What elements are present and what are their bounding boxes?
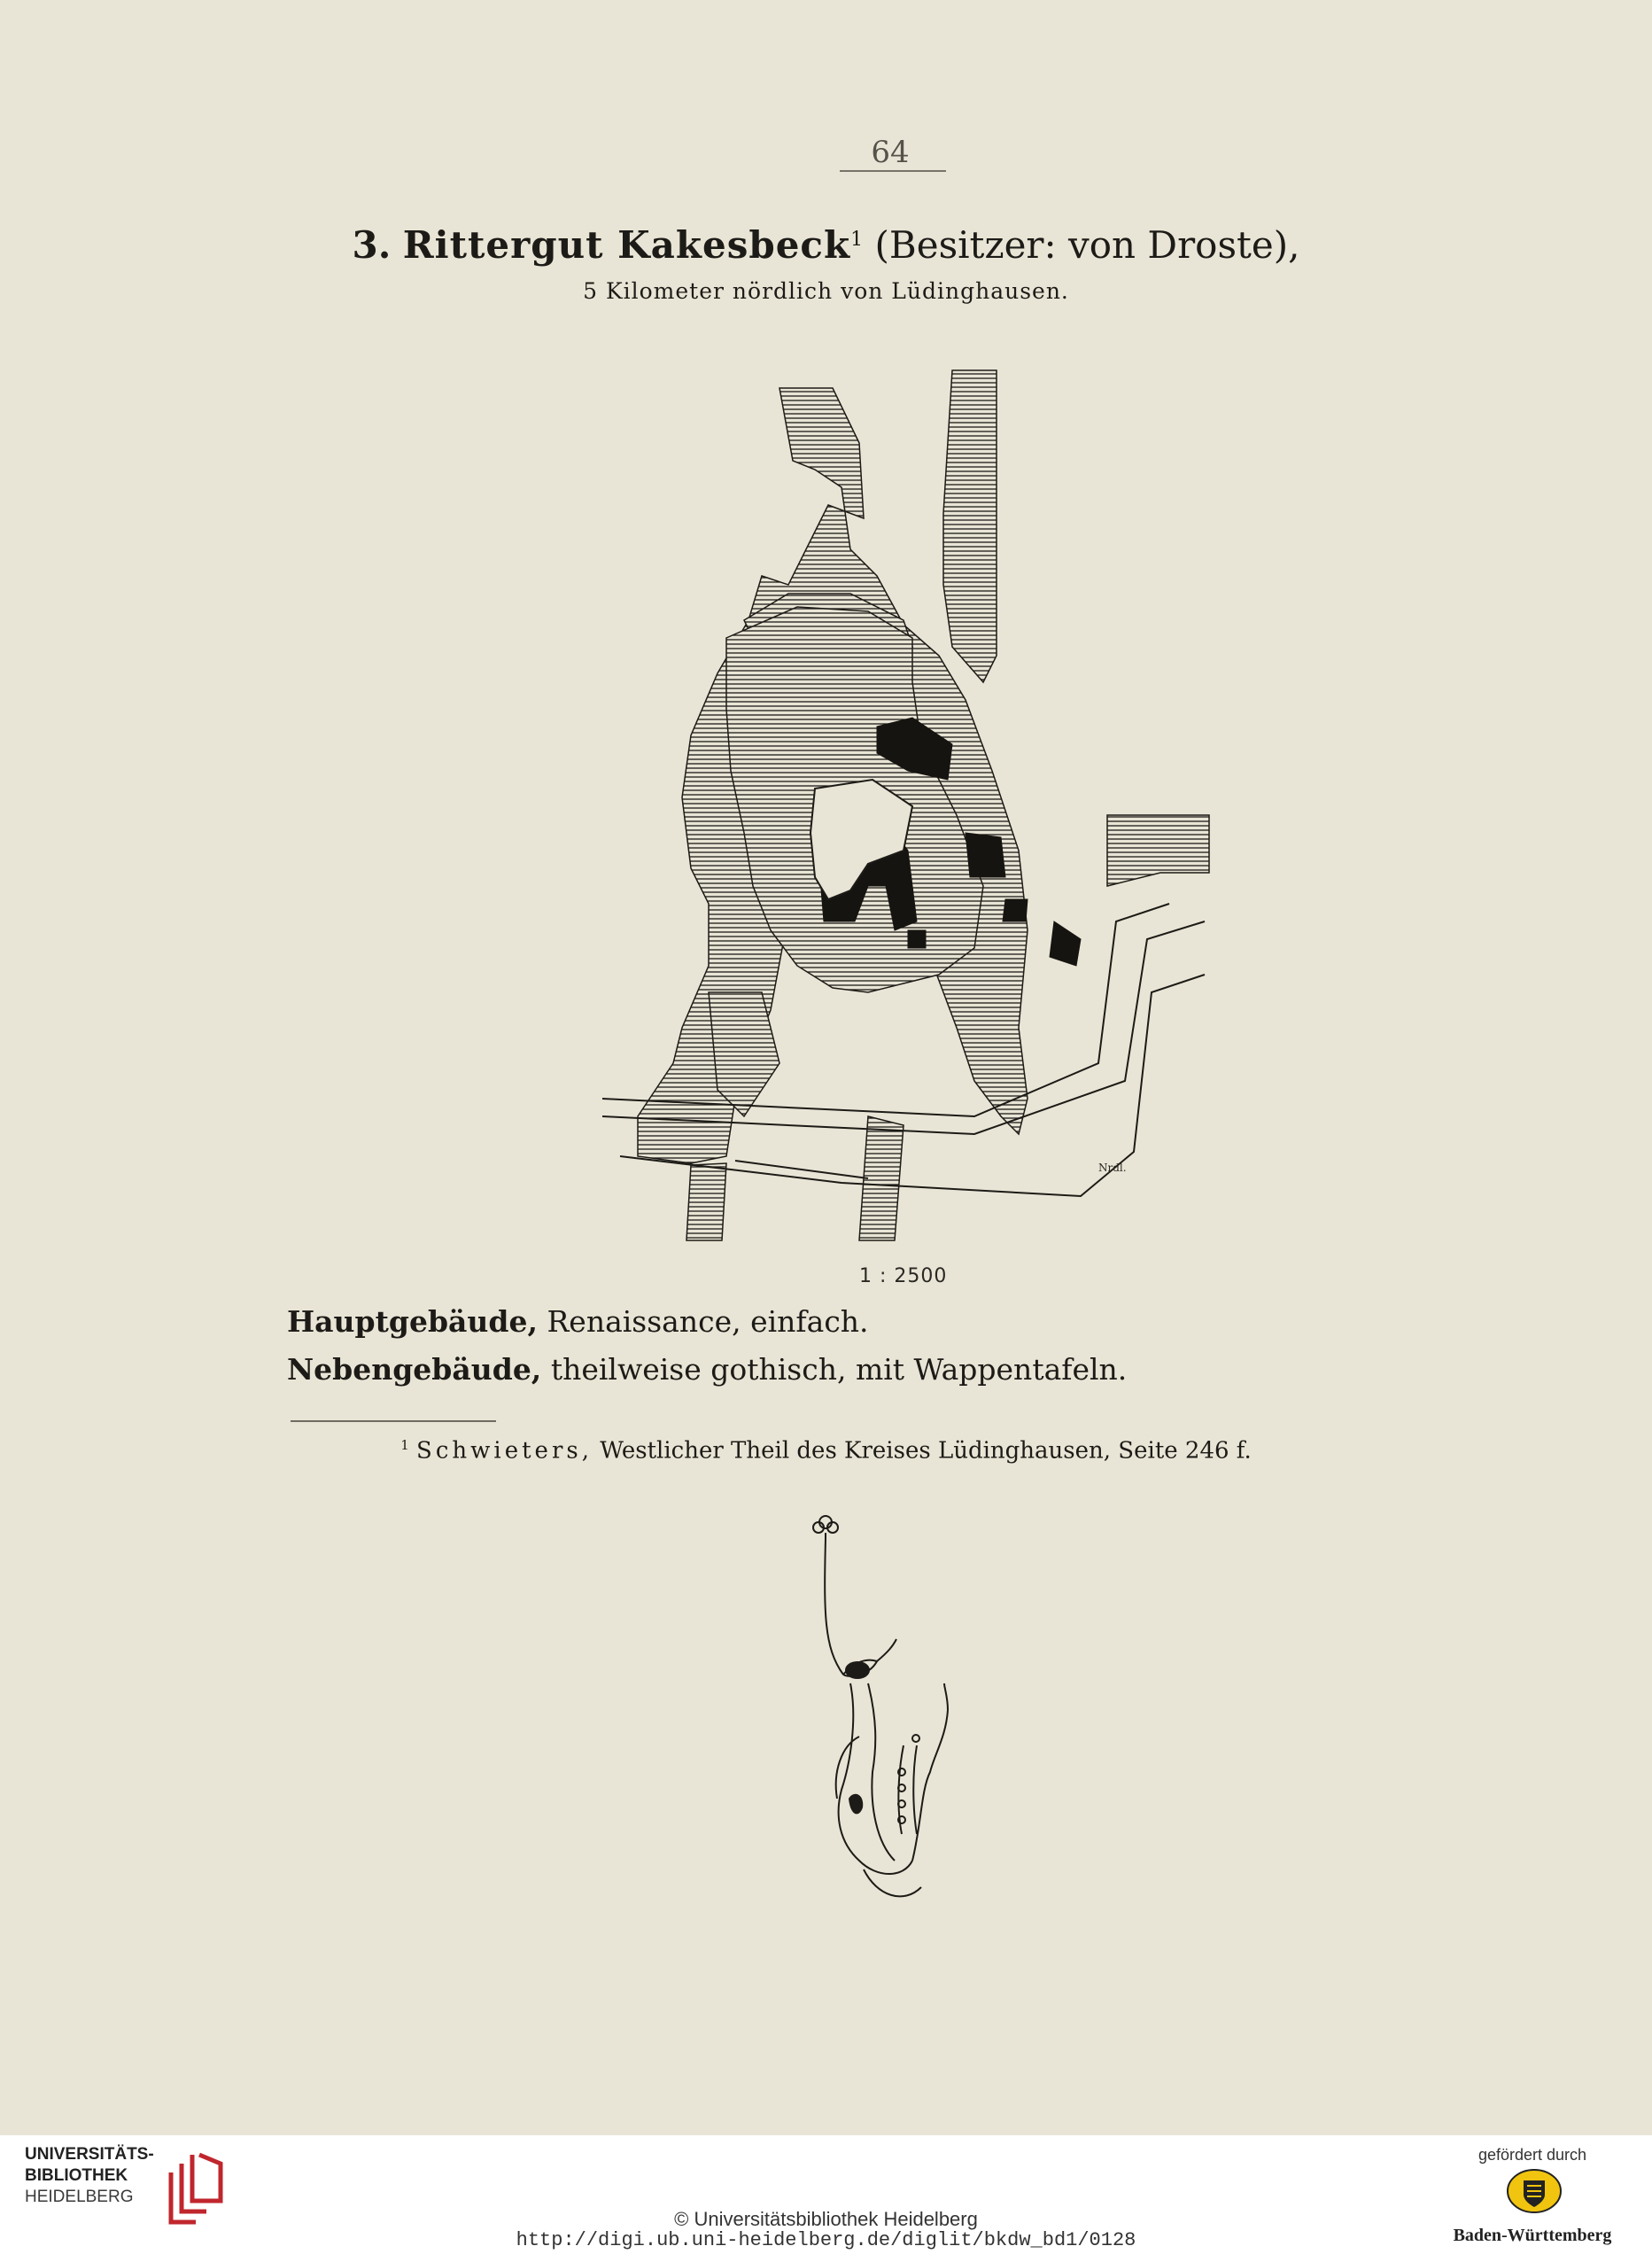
description-line-1	[287, 1304, 869, 1339]
footnote	[0, 1437, 1652, 1465]
sponsor-name: Baden-Württemberg	[1453, 2226, 1612, 2245]
description-2-rest: theilweise gothisch, mit Wappentafeln.	[550, 1352, 1128, 1387]
page-title	[0, 223, 1652, 267]
library-name	[25, 2144, 158, 2208]
plan-scale: 1 : 2500	[859, 1265, 948, 1287]
title-name: Rittergut Kakesbeck	[402, 223, 851, 267]
title-number: 3.	[352, 223, 392, 267]
ornament-griffin-drawing	[788, 1506, 1001, 1949]
description-1-rest: Renaissance, einfach.	[547, 1304, 869, 1339]
subtitle: 5 Kilometer nördlich von Lüdinghausen.	[583, 278, 1069, 304]
copyright-line: © Universitätsbibliothek Heidelberg	[674, 2208, 978, 2230]
description-1-lead: Hauptgebäude,	[287, 1304, 538, 1339]
building-east-2	[1003, 899, 1028, 921]
site-plan	[602, 354, 1222, 1267]
description-2-lead: Nebengebäude,	[287, 1352, 542, 1387]
permalink-url[interactable]: http://digi.ub.uni-heidelberg.de/diglit/bkdw_bd1/0128	[516, 2229, 1136, 2251]
page-number: 64	[871, 135, 910, 170]
building-east-1	[966, 833, 1005, 877]
footnote-rule	[291, 1420, 496, 1422]
description-line-2	[287, 1352, 1127, 1387]
title-footnote-mark: 1	[850, 229, 864, 251]
page-number-rule	[840, 170, 946, 172]
title-owner: (Besitzer: von Droste),	[874, 223, 1300, 267]
funded-by-label: gefördert durch	[1477, 2146, 1587, 2164]
library-line-1: UNIVERSITÄTS-	[25, 2145, 154, 2164]
footnote-author: Schwieters,	[416, 1437, 593, 1465]
library-line-2: BIBLIOTHEK	[25, 2166, 128, 2185]
small-building	[908, 930, 926, 948]
plan-signature: Nrdl.	[1098, 1162, 1127, 1174]
footnote-mark: 1	[400, 1437, 409, 1453]
building-east-3	[1050, 921, 1081, 966]
footnote-text: Westlicher Theil des Kreises Lüdinghausen, Seite 246 f.	[600, 1437, 1252, 1465]
library-line-3: HEIDELBERG	[25, 2188, 134, 2206]
